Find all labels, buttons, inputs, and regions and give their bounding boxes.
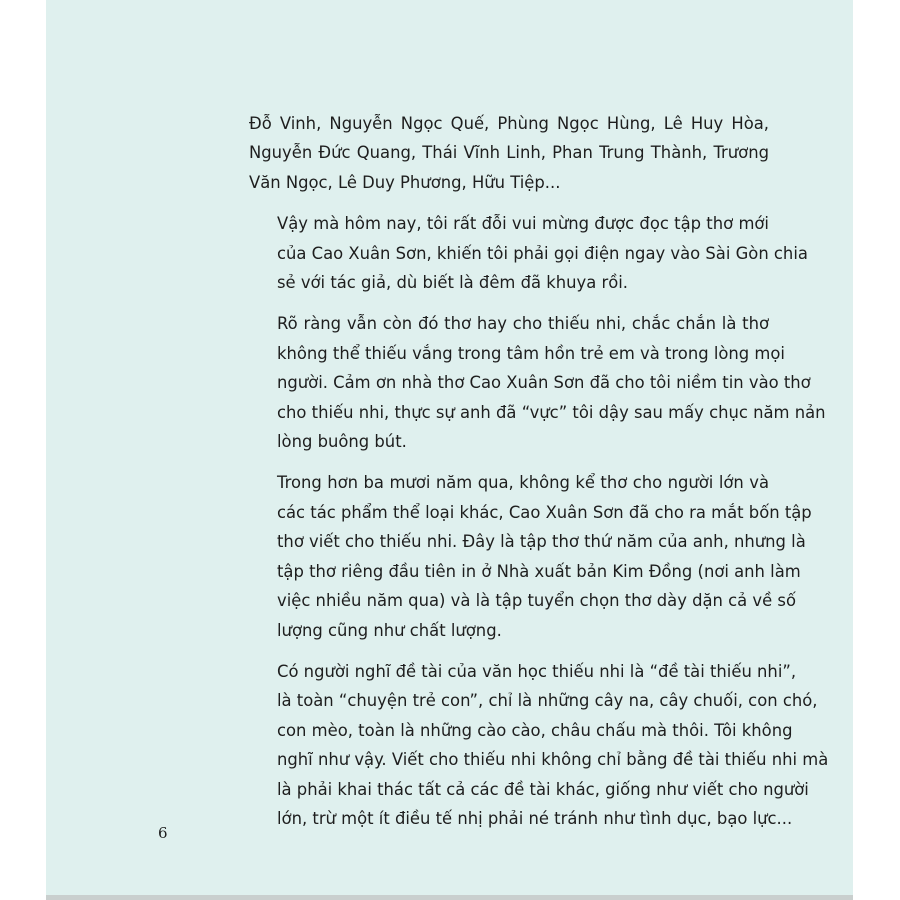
text-line: lòng buông bút. <box>277 432 407 452</box>
text-line: sẻ với tác giả, dù biết là đêm đã khuya rồi. <box>277 273 629 293</box>
text-line: việc nhiều năm qua) và là tập tuyển chọn thơ dày dặn cả về số <box>277 591 796 611</box>
text-line: người. Cảm ơn nhà thơ Cao Xuân Sơn đã cho tôi niềm tin vào thơ <box>277 373 811 393</box>
text-line: lớn, trừ một ít điều tế nhị phải né tránh như tình dục, bạo lực... <box>277 808 793 828</box>
page-number: 6 <box>158 824 168 842</box>
text-line: cho thiếu nhi, thực sự anh đã “vực” tôi dậy sau mấy chục năm nản <box>277 402 826 422</box>
text-line: Vậy mà hôm nay, tôi rất đỗi vui mừng được đọc tập thơ mới <box>277 214 769 234</box>
book-page <box>46 0 853 895</box>
text-line: các tác phẩm thể loại khác, Cao Xuân Sơn đã cho ra mắt bốn tập <box>277 502 812 522</box>
text-line: là phải khai thác tất cả các đề tài khác, giống như viết cho người <box>277 779 809 799</box>
text-line: tập thơ riêng đầu tiên in ở Nhà xuất bản Kim Đồng (nơi anh làm <box>277 561 801 581</box>
text-line: Có người nghĩ đề tài của văn học thiếu nhi là “đề tài thiếu nhi”, <box>277 661 797 681</box>
body-text <box>249 109 829 845</box>
text-line: con mèo, toàn là những cào cào, châu chấu mà thôi. Tôi không <box>277 720 793 740</box>
text-line: Rõ ràng vẫn còn đó thơ hay cho thiếu nhi, chắc chắn là thơ <box>277 314 769 334</box>
text-line: không thể thiếu vắng trong tâm hồn trẻ em và trong lòng mọi <box>277 343 785 363</box>
text-line: Nguyễn Đức Quang, Thái Vĩnh Linh, Phan Trung Thành, Trương <box>249 143 769 163</box>
text-line: lượng cũng như chất lượng. <box>277 620 502 640</box>
paragraph <box>249 657 829 833</box>
page-edge-shadow <box>46 895 853 900</box>
text-line: Văn Ngọc, Lê Duy Phương, Hữu Tiệp... <box>249 172 561 192</box>
text-line: nghĩ như vậy. Viết cho thiếu nhi không chỉ bằng đề tài thiếu nhi mà <box>277 750 829 770</box>
text-line: Đỗ Vinh, Nguyễn Ngọc Quế, Phùng Ngọc Hùng, Lê Huy Hòa, <box>249 114 769 133</box>
paragraph <box>249 309 826 456</box>
paragraph <box>249 109 769 197</box>
paragraph <box>249 209 808 297</box>
text-line: của Cao Xuân Sơn, khiến tôi phải gọi điện ngay vào Sài Gòn chia <box>277 243 808 263</box>
text-line: là toàn “chuyện trẻ con”, chỉ là những cây na, cây chuối, con chó, <box>277 691 818 711</box>
text-line: thơ viết cho thiếu nhi. Đây là tập thơ thứ năm của anh, nhưng là <box>277 532 806 552</box>
paragraph <box>249 468 812 644</box>
text-line: Trong hơn ba mươi năm qua, không kể thơ cho người lớn và <box>277 473 769 493</box>
